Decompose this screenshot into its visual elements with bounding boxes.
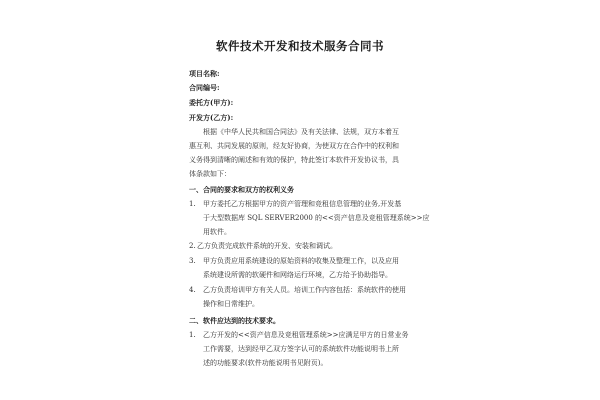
section-1-item-1-number: 1. <box>189 200 196 208</box>
section-1-item-2-line-1: 乙方负责完成软件系统的开发、安装和调试。 <box>197 242 337 250</box>
section-1-item-3-line-1: 甲方负责应用系统建设的原始资料的收集及整理工作，以及应用 <box>203 257 399 265</box>
contract-number-label: 合同编号: <box>189 83 220 92</box>
intro-line-3: 义务得到清晰的阐述和有效的保护，特此签订本软件开发协议书，具 <box>189 156 399 164</box>
project-name-label: 项目名称: <box>189 69 220 78</box>
section-2-item-1-number: 1. <box>189 331 196 339</box>
section-1-item-1-line-1: 甲方委托乙方根据甲方的资产管理和竞租信息管理的业务,开发基 <box>203 200 402 208</box>
section-1-item-3-line-2: 系统建设所需的软硬件和网络运行环境，乙方给予协助指导。 <box>203 271 392 279</box>
section-1-item-4-line-2: 操作和日常维护。 <box>203 300 259 308</box>
intro-line-1: 根据《中华人民共和国合同法》及有关法律、法规，双方本着互 <box>203 128 399 136</box>
section-1-item-2-number: 2. <box>189 242 196 250</box>
intro-line-4: 体条款如下： <box>189 170 231 178</box>
section-1-item-1-line-3: 用软件。 <box>203 228 231 236</box>
section-1-heading: 一、合同的要求和双方的权利义务 <box>189 185 294 194</box>
intro-line-2: 惠互利、共同发展的原则，经友好协商，为使双方在合作中的权利和 <box>189 142 399 150</box>
section-2-item-1-line-1: 乙方开发的<<资产信息及竞租管理系统>>应满足甲方的日常业务 <box>203 331 409 339</box>
section-1-item-4-line-1: 乙方负责培训甲方有关人员。培训工作内容包括：系统软件的使用 <box>203 286 406 294</box>
document-title: 软件技术开发和技术服务合同书 <box>216 39 384 53</box>
section-2-item-1-line-2: 工作需要，达到经甲乙双方签字认可的系统软件功能说明书上所 <box>203 345 399 353</box>
section-1-item-3-number: 3. <box>189 257 196 265</box>
section-1-item-1-line-2: 于大型数据库 SQL SERVER2000 的<<资产信息及竞租管理系统>>应 <box>203 214 430 222</box>
section-2-item-1-line-3: 述的功能要求(软件功能说明书见附页)。 <box>203 359 328 367</box>
section-2-heading: 二、软件应达到的技术要求。 <box>189 316 280 325</box>
section-1-item-4-number: 4. <box>189 286 196 294</box>
party-a-label: 委托方(甲方): <box>189 98 234 107</box>
party-b-label: 开发方(乙方): <box>189 113 234 122</box>
